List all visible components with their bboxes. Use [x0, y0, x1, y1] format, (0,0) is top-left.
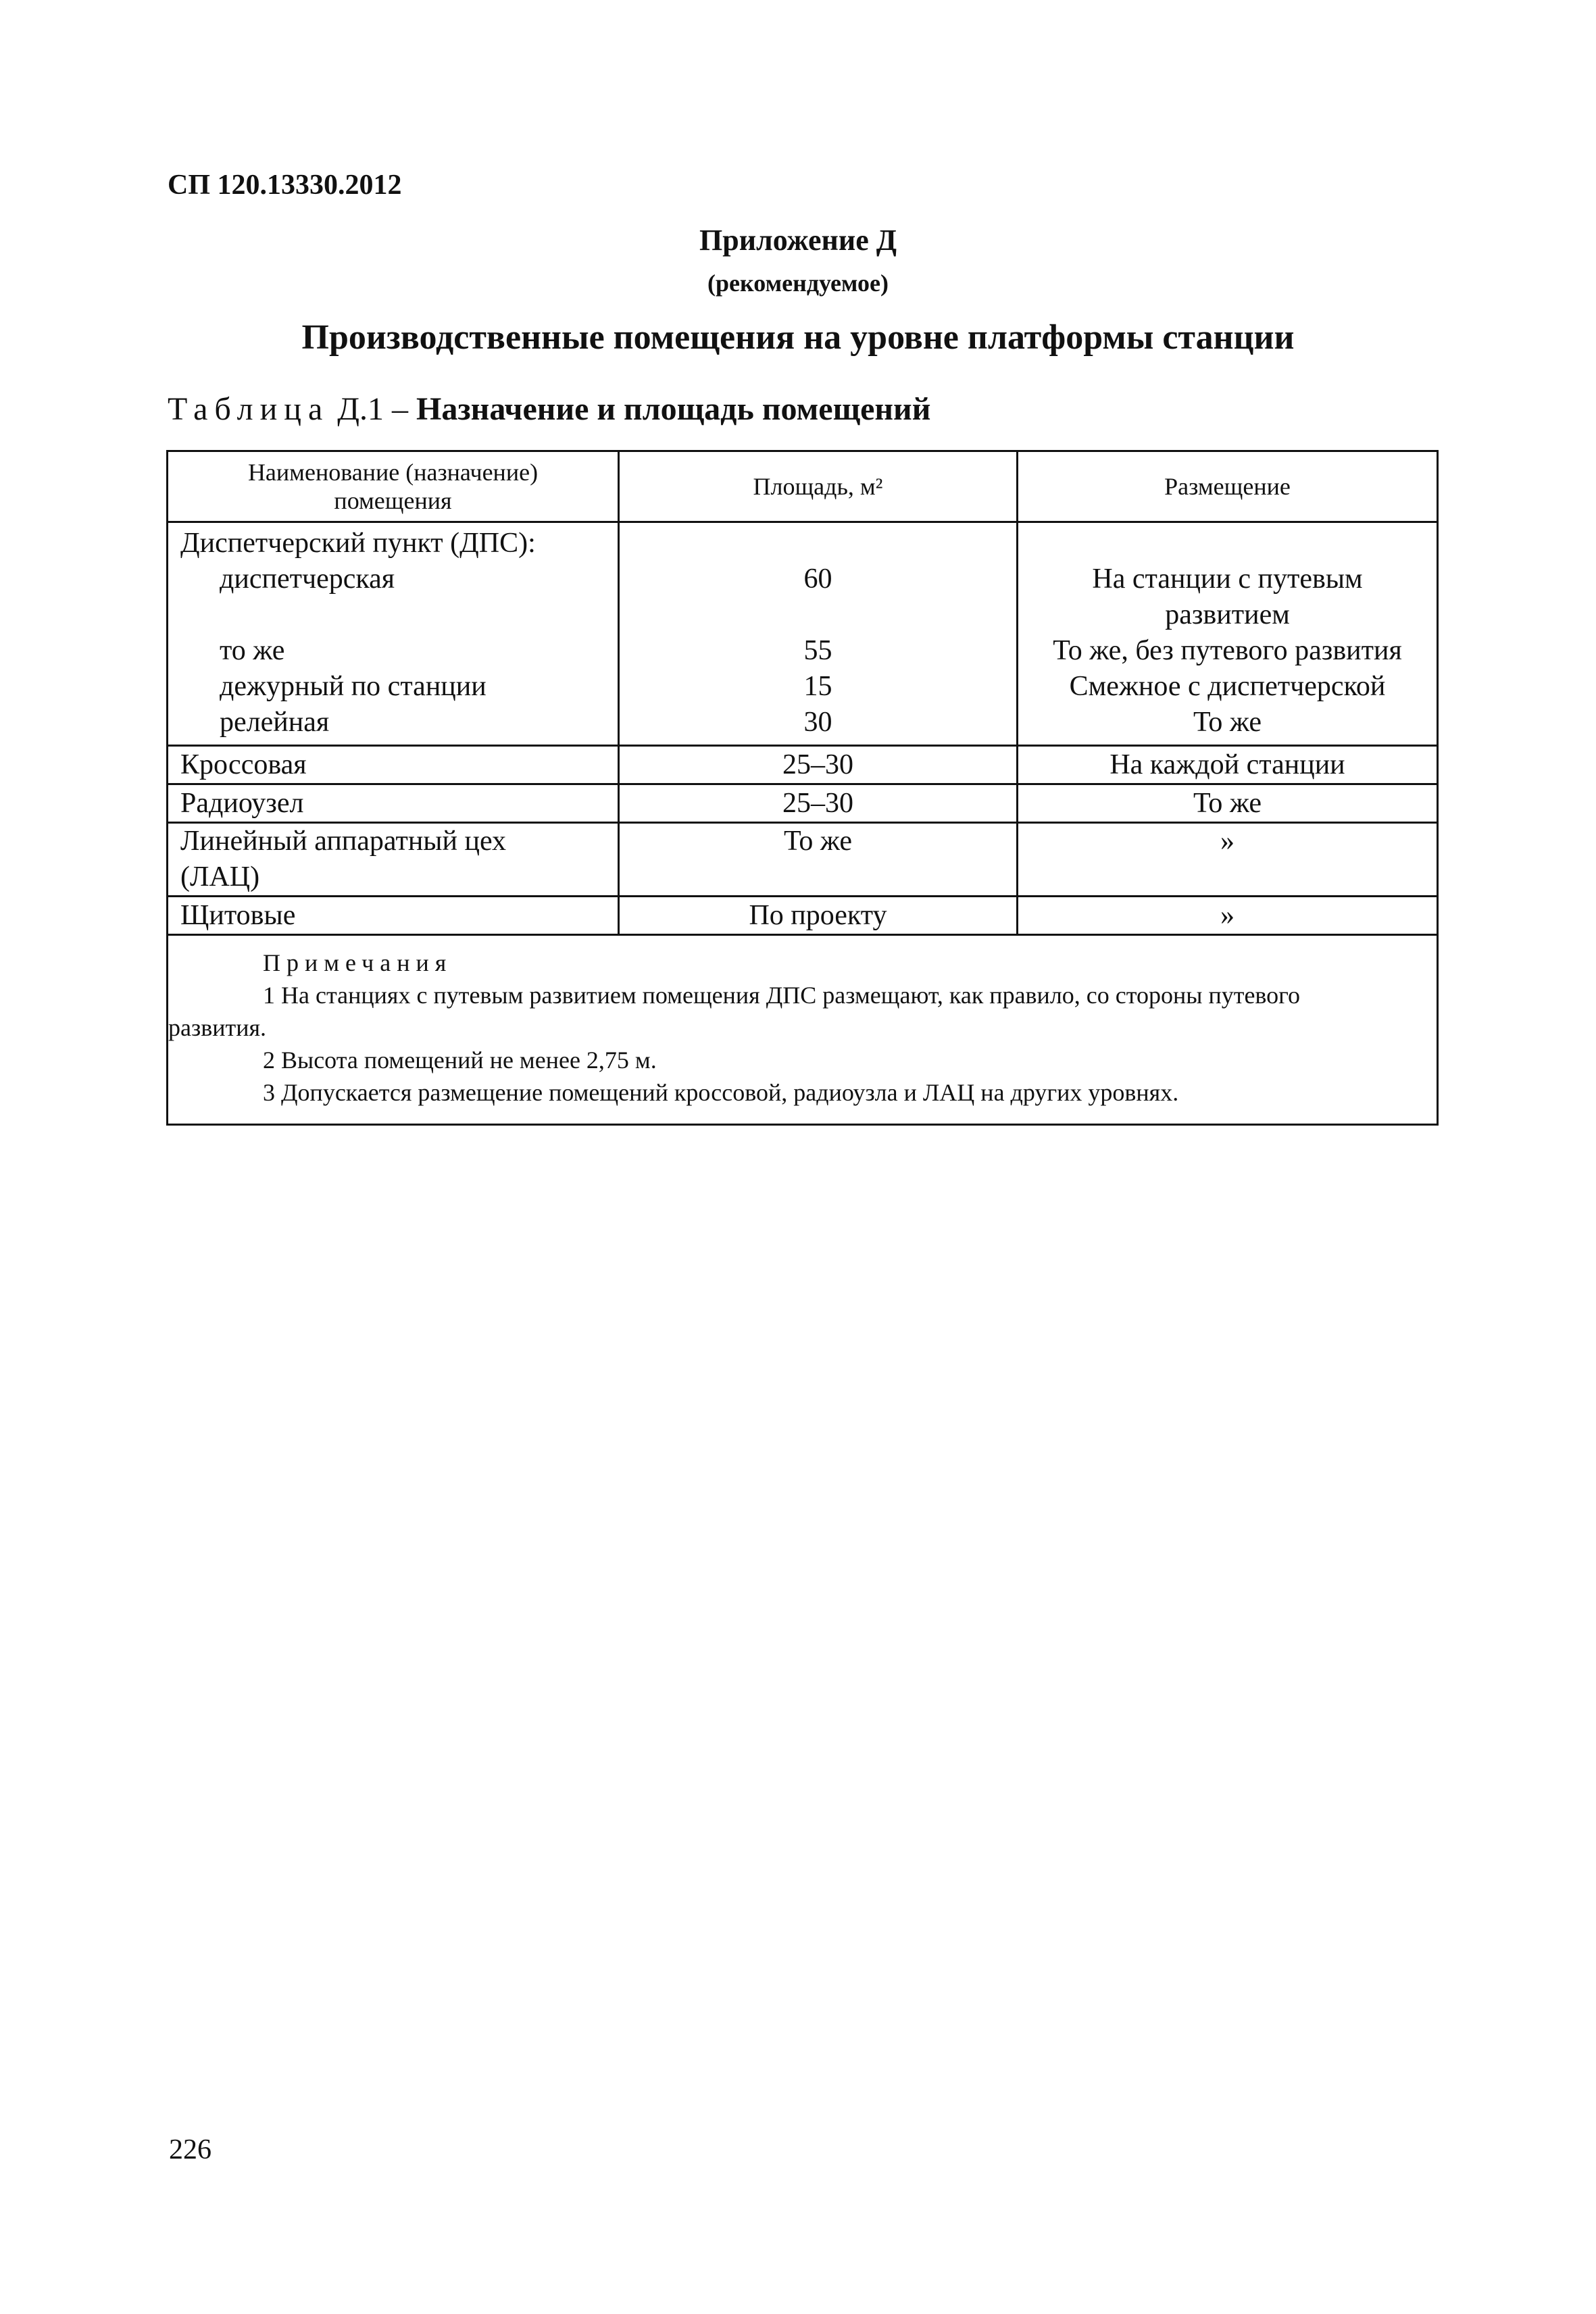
room-area-cell: [619, 784, 1018, 823]
room-name-cell: [168, 897, 619, 935]
notes-cell: [168, 935, 1438, 1125]
room-area: По проекту: [749, 900, 887, 931]
room-area: 25–30: [782, 749, 853, 780]
table-row: [168, 897, 1438, 935]
notes-heading: Примечания: [263, 949, 453, 976]
note-1: 1 На станциях с путевым развитием помещения ДПС размещают, как правило, со стороны путевого: [263, 982, 1301, 1009]
appendix-title: Приложение Д: [699, 224, 897, 257]
note-2: 2 Высота помещений не менее 2,75 м.: [263, 1047, 657, 1074]
room-name-cell: [168, 746, 619, 784]
room-area: 55: [803, 635, 832, 666]
table-row: [168, 823, 1438, 897]
room-area-cell: [619, 746, 1018, 784]
group-name-cell: [168, 522, 619, 746]
room-area: 25–30: [782, 788, 853, 819]
room-area-cell: [619, 823, 1018, 897]
appendix-heading: Производственные помещения на уровне платформы станции: [301, 318, 1295, 357]
room-placement-cell: [1018, 784, 1438, 823]
table-row: [168, 746, 1438, 784]
rooms-table: [166, 450, 1439, 1126]
room-name: Кроссовая: [180, 749, 307, 780]
room-placement-cell: [1018, 746, 1438, 784]
header-name: [168, 451, 619, 522]
room-name-cell: [168, 784, 619, 823]
room-name: релейная: [220, 707, 330, 738]
room-name: то же: [220, 635, 285, 666]
table-caption-number: Д.1 –: [337, 391, 409, 427]
group-title: Диспетчерский пункт (ДПС):: [180, 528, 536, 559]
document-code: СП 120.13330.2012: [168, 170, 402, 201]
room-placement: Смежное с диспетчерской: [1069, 671, 1386, 702]
room-placement: На станции с путевым: [1092, 563, 1363, 595]
header-placement: Размещение: [1018, 451, 1438, 522]
table-caption: [168, 391, 930, 428]
table-row: [168, 522, 1438, 746]
room-area: 30: [803, 707, 832, 738]
room-name-cell: [168, 823, 619, 897]
room-placement: »: [1220, 826, 1235, 857]
table-caption-prefix: Таблица: [168, 391, 330, 427]
room-name: диспетчерская: [220, 563, 395, 595]
note-3: 3 Допускается размещение помещений кроссовой, радиоузла и ЛАЦ на других уровнях.: [263, 1079, 1179, 1106]
room-placement-continued: развитием: [1165, 599, 1290, 630]
group-placement-cell: [1018, 522, 1438, 746]
notes-row: [168, 935, 1438, 1125]
room-name: дежурный по станции: [220, 671, 487, 702]
room-placement: »: [1220, 900, 1235, 931]
room-area: 15: [803, 671, 832, 702]
room-name: Щитовые: [180, 900, 296, 931]
table-row: [168, 784, 1438, 823]
room-placement: То же: [1193, 707, 1262, 738]
room-area: То же: [783, 826, 853, 857]
room-area: 60: [803, 563, 832, 595]
header-name-line2: помещения: [334, 487, 452, 514]
room-name: Линейный аппаратный цех: [180, 826, 507, 857]
header-name-line1: Наименование (назначение): [247, 459, 539, 486]
room-placement: То же, без путевого развития: [1053, 635, 1402, 666]
note-1-continued: развития.: [168, 1014, 267, 1041]
group-area-cell: [619, 522, 1018, 746]
table-header-row: [168, 451, 1438, 522]
room-placement-cell: [1018, 823, 1438, 897]
table-caption-title: Назначение и площадь помещений: [416, 391, 931, 427]
room-placement: На каждой станции: [1109, 749, 1345, 780]
page-number: 226: [169, 2134, 211, 2165]
room-name: Радиоузел: [180, 788, 304, 819]
room-name-continued: (ЛАЦ): [180, 861, 260, 892]
room-placement: То же: [1193, 788, 1262, 819]
header-area: Площадь, м²: [619, 451, 1018, 522]
appendix-status: (рекомендуемое): [707, 270, 889, 297]
room-area-cell: [619, 897, 1018, 935]
room-placement-cell: [1018, 897, 1438, 935]
